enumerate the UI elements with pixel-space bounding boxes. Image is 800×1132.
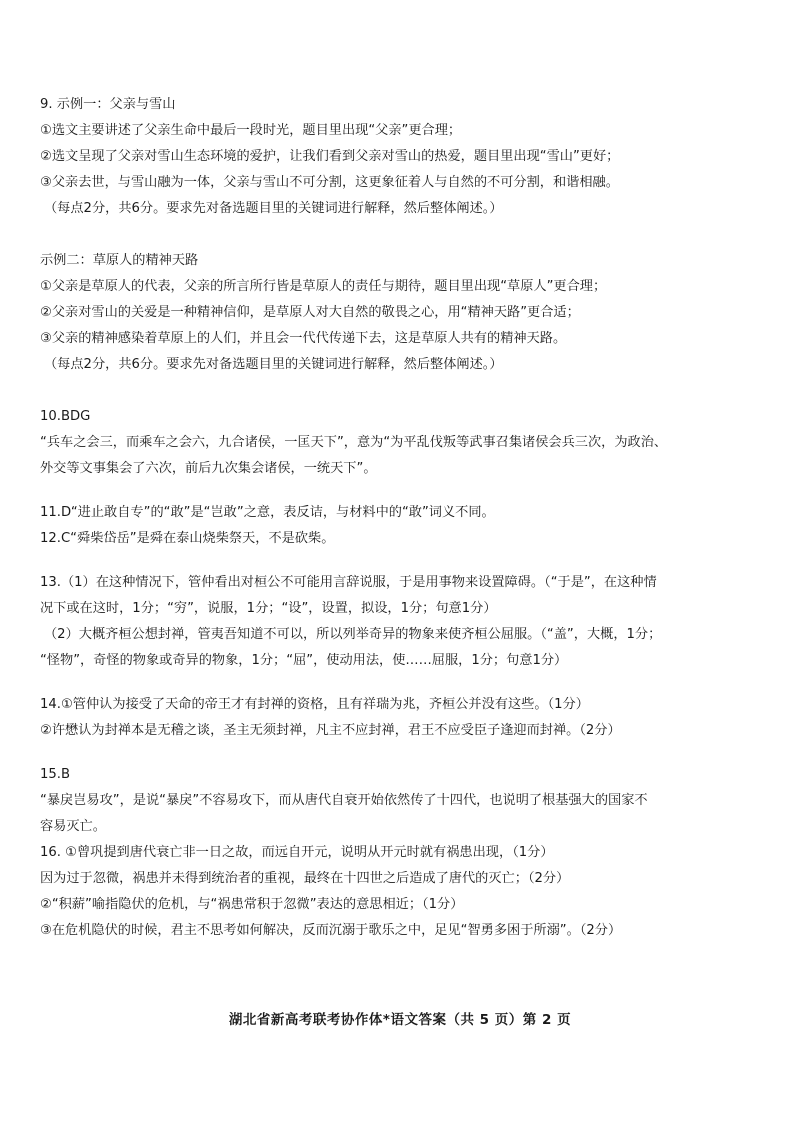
question-10	[40, 404, 760, 482]
question-15	[40, 762, 760, 840]
q9-example2-point3: ③父亲的精神感染着草原上的人们，并且会一代代传递下去，这是草原人共有的精神天路。	[40, 331, 567, 346]
q15-explanation-line1: “暴戾岂易攻”，是说“暴戾”不容易攻下，而从唐代自衰开始依然传了十四代，也说明了根基强大的国家不	[40, 793, 648, 808]
question-11: 11.D“进止敢自专”的“敢”是“岂敢”之意，表反诘，与材料中的“敢”词义不同。	[40, 505, 495, 520]
question-13	[40, 570, 760, 674]
q16-line2: 因为过于忽微，祸患并未得到统治者的重视，最终在十四世之后造成了唐代的灭亡；（2分）	[40, 871, 570, 886]
question-14	[40, 692, 760, 744]
q14-point2: ②许懋认为封禅本是无稽之谈，圣主无须封禅，凡主不应封禅，君王不应受臣子逢迎而封禅。（2分）	[40, 723, 621, 738]
q14-point1: 14.①管仲认为接受了天命的帝王才有封禅的资格，且有祥瑞为兆，齐桓公并没有这些。（1分）	[40, 697, 589, 712]
q13-part1-line1: 13.（1）在这种情况下，管仲看出对桓公不可能用言辞说服，于是用事物来设置障碍。（“于是”，在这种情	[40, 575, 657, 590]
q9-example1-point2: ②选文呈现了父亲对雪山生态环境的爱护，让我们看到父亲对雪山的热爱，题目里出现“雪山”更好；	[40, 149, 620, 164]
q16-line1: 16. ①曾巩提到唐代衰亡非一日之故，而远自开元，说明从开元时就有祸患出现，（1分）	[40, 845, 554, 860]
q10-explanation-line2: 外交等文事集会了六次，前后九次集会诸侯，一统天下”。	[40, 461, 377, 476]
question-12: 12.C“舜柴岱岳”是舜在泰山烧柴祭天，不是砍柴。	[40, 531, 335, 546]
q13-part1-line2: 况下或在这时，1分；“穷”，说服，1分；“设”，设置，拟设，1分；句意1分）	[40, 601, 497, 616]
q13-part2-line2: “怪物”，奇怪的物象或奇异的物象，1分；“屈”，使动用法，使……屈服，1分；句意1分）	[40, 653, 568, 668]
question-9	[40, 92, 760, 378]
q10-explanation-line1: “兵车之会三，而乘车之会六，九合诸侯，一匡天下”，意为“为平乱伐叛等武事召集诸侯会兵三次，为政治、	[40, 435, 668, 450]
q16-line3: ②“积薪”喻指隐伏的危机，与“祸患常积于忽微”表达的意思相近；（1分）	[40, 897, 464, 912]
q10-answer: 10.BDG	[40, 409, 91, 424]
q9-example1-note: （每点2分，共6分。要求先对备选题目里的关键词进行解释，然后整体阐述。）	[44, 201, 503, 216]
question-16	[40, 840, 760, 944]
q9-example2-title: 示例二：草原人的精神天路	[40, 253, 199, 268]
q9-example1-point3: ③父亲去世，与雪山融为一体，父亲与雪山不可分割，这更象征着人与自然的不可分割，和谐相融。	[40, 175, 619, 190]
q9-example1-title: 9. 示例一：父亲与雪山	[40, 97, 176, 112]
page-footer: 湖北省新高考联考协作体*语文答案（共 5 页）第 2 页	[228, 1012, 572, 1028]
q16-line4: ③在危机隐伏的时候，君主不思考如何解决，反而沉溺于歌乐之中，足见“智勇多困于所溺”。（2分）	[40, 923, 622, 938]
q15-answer: 15.B	[40, 767, 71, 782]
q9-example2-note: （每点2分，共6分。要求先对备选题目里的关键词进行解释，然后整体阐述。）	[44, 357, 503, 372]
q13-part2-line1: （2）大概齐桓公想封禅，管夷吾知道不可以，所以列举奇异的物象来使齐桓公屈服。（“盖”，大概，1分；	[44, 627, 662, 642]
q9-example1-point1: ①选文主要讲述了父亲生命中最后一段时光，题目里出现“父亲”更合理；	[40, 123, 462, 138]
q9-example2-point2: ②父亲对雪山的关爱是一种精神信仰，是草原人对大自然的敬畏之心，用“精神天路”更合适；	[40, 305, 580, 320]
q9-example2-point1: ①父亲是草原人的代表，父亲的所言所行皆是草原人的责任与期待，题目里出现“草原人”更合理；	[40, 279, 607, 294]
q15-explanation-line2: 容易灭亡。	[40, 819, 106, 834]
